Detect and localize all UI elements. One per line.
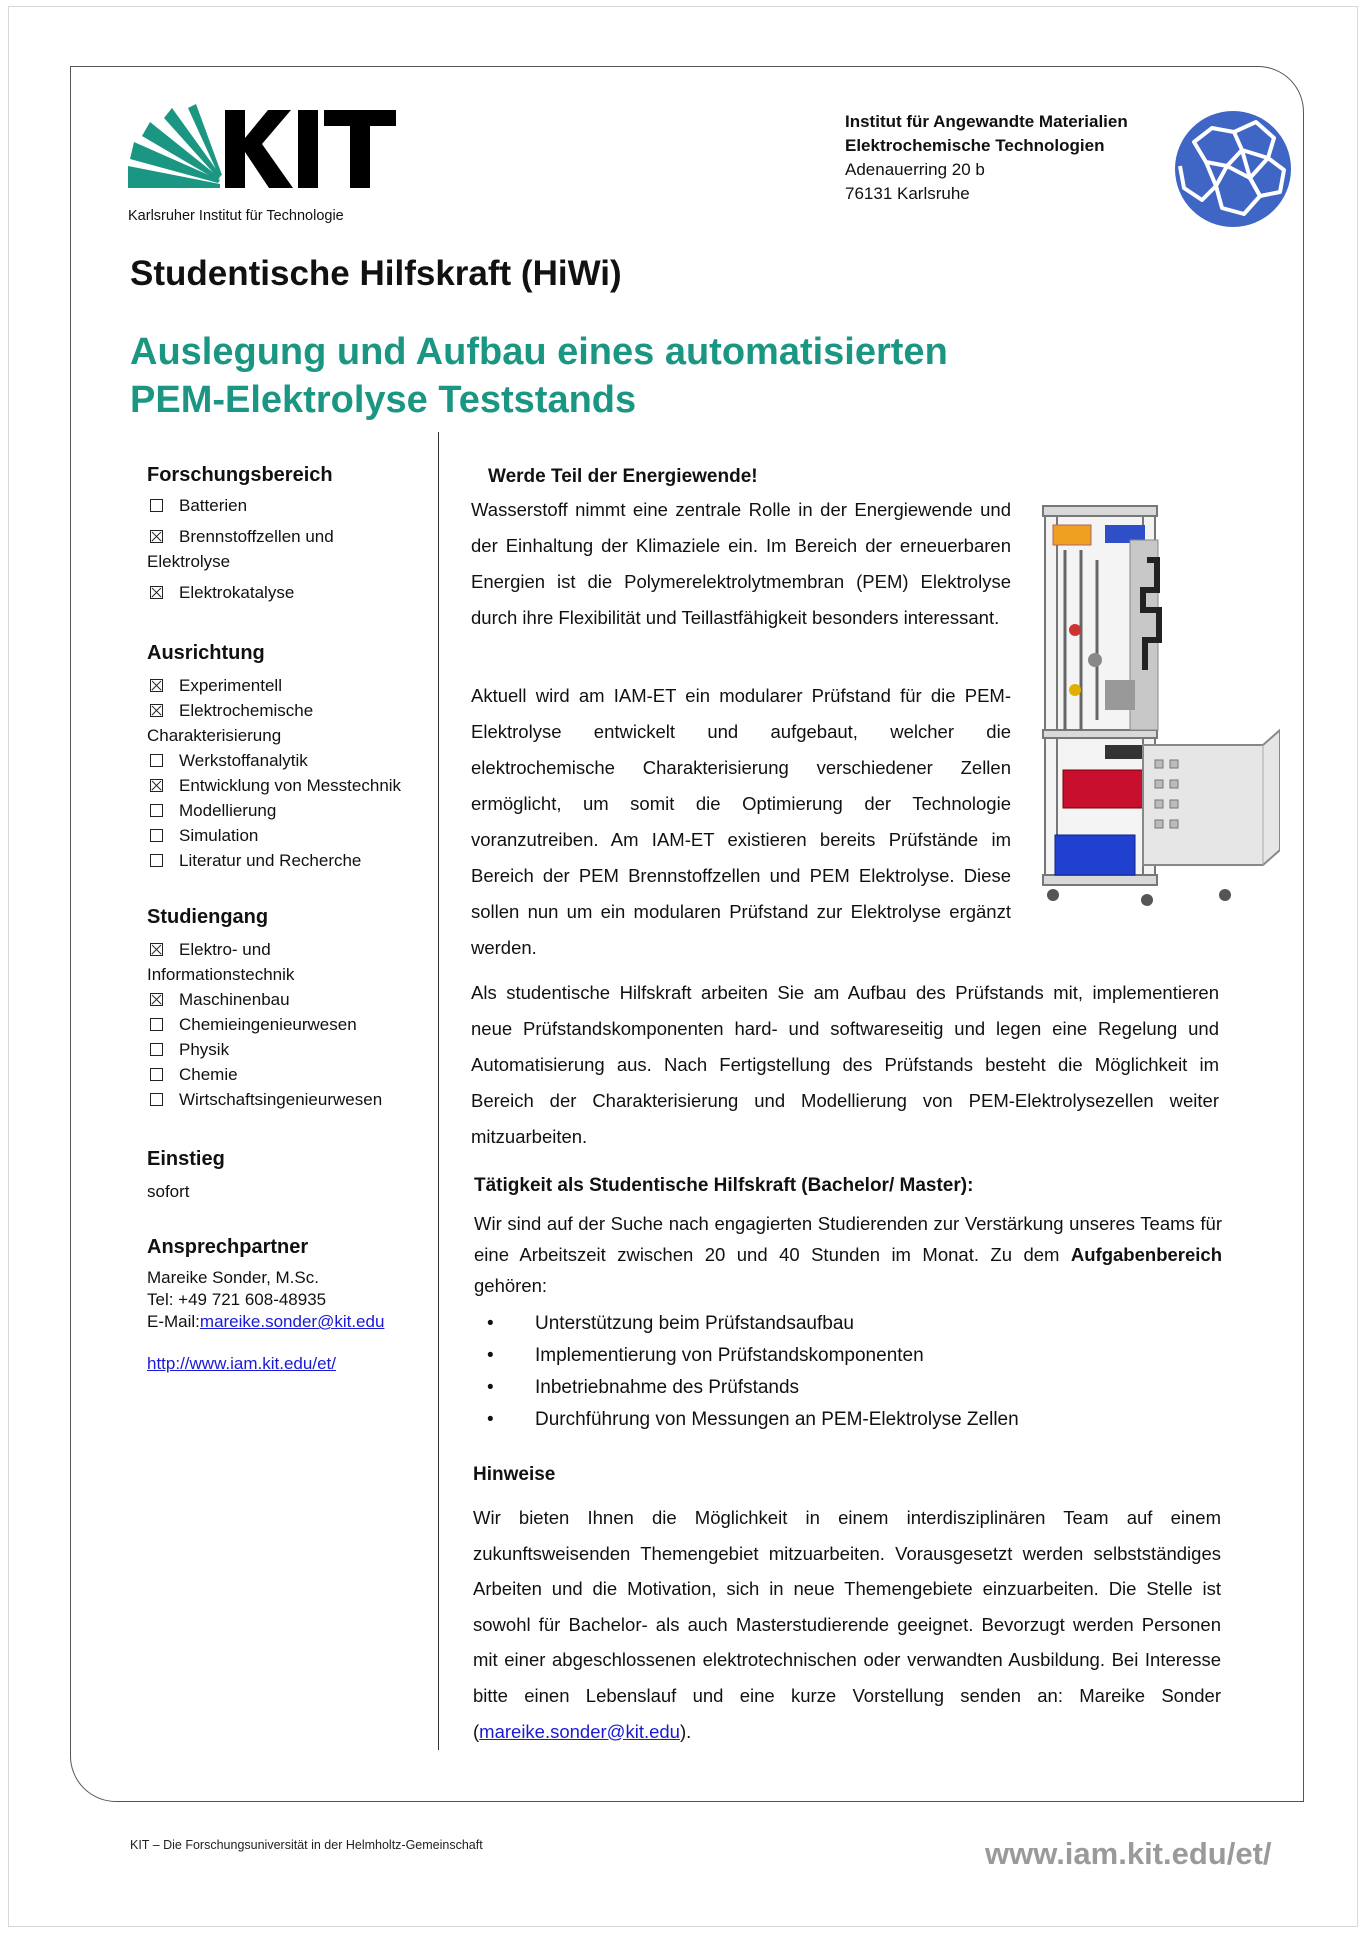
contact-phone: Tel: +49 721 608-48935 — [147, 1290, 327, 1309]
checkbox-icon — [150, 854, 163, 867]
hinweise-paragraph: Wir bieten Ihnen die Möglichkeit in einem interdisziplinären Team auf einem zukunftsweisenden Themengebiet mitzuarbeiten. Vorausgesetzt werden selbstständiges Arbeiten und die Motivation, sich in neue Themengebiete einzuarbeiten. Die Stelle ist sowohl für Bachelor- als auch Masterstudierende geeignet. Bevorzugt werden Personen mit einer abgeschlossenen elektrotechnischen oder verwandten Ausbildung. Bei Interesse bitte einen Lebenslauf und eine kurze Vorstellung senden an: Mareike Sonder (mareike.sonder@kit.edu). — [473, 1507, 1221, 1742]
checkbox-item: Entwicklung von Messtechnik — [147, 773, 437, 798]
intro-paragraph-2: Aktuell wird am IAM-ET ein modularer Prüfstand für die PEM-Elektrolyse entwickelt und aufgebaut, welcher die elektrochemische Charakterisierung verschiedener Zellen ermöglicht, um somit die Optimierung der Technologie voranzutreiben. Am IAM-ET existieren bereits Prüfstände im Bereich der PEM Brennstoffzellen und PEM Elektrolyse. Diese sollen nun um ein modularen Prüfstand zur Elektrolyse ergänzt werden. — [471, 685, 1011, 958]
bullet-icon: • — [487, 1313, 494, 1334]
institute-url-link[interactable]: http://www.iam.kit.edu/et/ — [147, 1354, 336, 1373]
checkbox-checked-icon — [150, 704, 163, 717]
column-divider — [438, 432, 439, 1750]
checkbox-item: Wirtschaftsingenieurwesen — [147, 1087, 437, 1112]
einstieg-value: sofort — [147, 1182, 190, 1201]
heading-forschungsbereich: Forschungsbereich — [147, 464, 333, 486]
intro-heading: Werde Teil der Energiewende! — [488, 466, 758, 487]
page-title: Studentische Hilfskraft (HiWi) — [130, 254, 622, 293]
contact-email-link[interactable]: mareike.sonder@kit.edu — [199, 1312, 385, 1331]
checkbox-item: Werkstoffanalytik — [147, 748, 437, 773]
contact-email-row: E-Mail:mareike.sonder@kit.edu — [147, 1312, 385, 1331]
checkbox-item: Brennstoffzellen und Elektrolyse — [147, 527, 334, 571]
checkbox-icon — [150, 1093, 163, 1106]
section-studiengang — [147, 906, 437, 1112]
checkbox-icon — [150, 804, 163, 817]
institute-name: Institut für Angewandte Materialien — [845, 112, 1128, 131]
task-list-item: • Durchführung von Messungen an PEM-Elektrolyse Zellen — [487, 1409, 1019, 1429]
section-einstieg — [147, 1148, 437, 1203]
institute-emblem — [1172, 108, 1294, 230]
institute-address — [845, 110, 1128, 206]
checkbox-checked-icon — [150, 993, 163, 1006]
checkbox-item: Elektrochemische Charakterisierung — [147, 701, 314, 745]
section-ausrichtung — [147, 642, 437, 873]
checkbox-item: Physik — [147, 1037, 437, 1062]
hinweise-heading: Hinweise — [473, 1464, 556, 1485]
checkbox-item: Elektrokatalyse — [147, 580, 437, 605]
section-ansprechpartner — [147, 1236, 437, 1375]
checkbox-item: Chemieingenieurwesen — [147, 1012, 437, 1037]
checkbox-checked-icon — [150, 943, 163, 956]
contact-name: Mareike Sonder, M.Sc. — [147, 1268, 319, 1287]
checkbox-checked-icon — [150, 779, 163, 792]
checkbox-item: Modellierung — [147, 798, 437, 823]
city-address: 76131 Karlsruhe — [845, 184, 970, 203]
task-list-item: • Inbetriebnahme des Prüfstands — [487, 1377, 800, 1398]
checkbox-checked-icon — [150, 586, 163, 599]
checkbox-icon — [150, 829, 163, 842]
checkbox-checked-icon — [150, 530, 163, 543]
job-subtitle: Auslegung und Aufbau eines automatisierten PEM-Elektrolyse Teststands — [130, 331, 948, 421]
checkbox-item: Chemie — [147, 1062, 437, 1087]
checkbox-icon — [150, 1018, 163, 1031]
heading-einstieg: Einstieg — [147, 1148, 225, 1170]
heading-ausrichtung: Ausrichtung — [147, 642, 265, 664]
checkbox-item: Simulation — [147, 823, 437, 848]
task-bold-term: Aufgabenbereich — [1070, 1244, 1222, 1265]
checkbox-icon — [150, 754, 163, 767]
task-intro: Wir sind auf der Suche nach engagierten Studierenden zur Verstärkung unseres Teams für eine Arbeitszeit zwischen 20 und 40 Stunden im Monat. Zu dem Aufgabenbereich gehören: — [474, 1213, 1222, 1296]
checkbox-icon — [150, 1068, 163, 1081]
footer-url[interactable]: www.iam.kit.edu/et/ — [985, 1836, 1272, 1871]
footer-tagline: KIT – Die Forschungsuniversität in der Helmholtz-Gemeinschaft — [130, 1838, 483, 1852]
heading-ansprechpartner: Ansprechpartner — [147, 1236, 309, 1258]
checkbox-item: Experimentell — [147, 673, 437, 698]
task-heading: Tätigkeit als Studentische Hilfskraft (Bachelor/ Master): — [474, 1175, 974, 1196]
intro-paragraph-1: Wasserstoff nimmt eine zentrale Rolle in der Energiewende und der Einhaltung der Klimaziele ein. Im Bereich der erneuerbaren Energien ist die Polymerelektrolytmembran (PEM) Elektrolyse durch ihre Flexibilität und Teillastfähigkeit besonders interessant. — [471, 499, 1011, 628]
checkbox-item: Batterien — [147, 493, 437, 518]
task-list-item: • Implementierung von Prüfstandskomponenten — [487, 1345, 924, 1366]
heading-studiengang: Studiengang — [147, 906, 269, 928]
checkbox-checked-icon — [150, 679, 163, 692]
task-list-item: • Unterstützung beim Prüfstandsaufbau — [487, 1313, 854, 1334]
bullet-icon: • — [487, 1345, 494, 1366]
logo-subtitle: Karlsruher Institut für Technologie — [128, 208, 344, 224]
checkbox-item: Literatur und Recherche — [147, 848, 437, 873]
department-name: Elektrochemische Technologien — [845, 136, 1105, 155]
bullet-icon: • — [487, 1409, 494, 1429]
checkbox-icon — [150, 499, 163, 512]
section-forschungsbereich — [147, 464, 437, 605]
hinweise-email-link[interactable]: mareike.sonder@kit.edu — [479, 1720, 680, 1742]
checkbox-icon — [150, 1043, 163, 1056]
street-address: Adenauerring 20 b — [845, 160, 985, 179]
role-paragraph: Als studentische Hilfskraft arbeiten Sie am Aufbau des Prüfstands mit, implementieren neue Prüfstandskomponenten hard- und softwareseitig und legen eine Regelung und Automatisierung aus. Nach Fertigstellung des Prüfstands besteht die Möglichkeit im Bereich der Charakterisierung und Modellierung von PEM-Elektrolysezellen weiter mitzuarbeiten. — [471, 982, 1219, 1147]
checkbox-item: Maschinenbau — [147, 987, 437, 1012]
test-stand-illustration — [1035, 500, 1280, 920]
bullet-icon: • — [487, 1377, 494, 1398]
checkbox-item: Elektro- und Informationstechnik — [147, 940, 295, 984]
